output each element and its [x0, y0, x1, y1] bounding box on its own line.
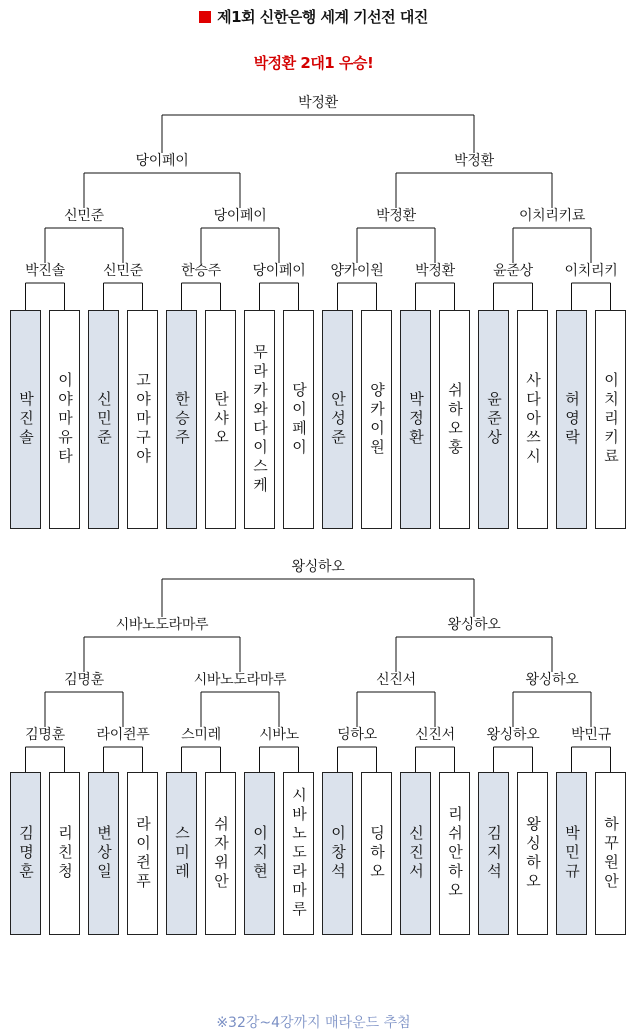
player-name: 쉬자위안 [212, 815, 230, 892]
quarterfinal-player: 왕싱하오 [525, 672, 579, 688]
semifinal-player: 시바노도라마루 [115, 617, 209, 633]
player-name: 당이페이 [290, 381, 308, 458]
round16-player: 딩하오 [337, 727, 377, 743]
player-box [556, 310, 587, 529]
quarterfinal-player: 이치리키료 [518, 208, 586, 224]
result-banner: 박정환 2대1 우승! [253, 54, 374, 72]
player-box [88, 310, 119, 529]
player-box [49, 310, 80, 529]
player-name: 안성준 [329, 391, 347, 448]
player-box [322, 310, 353, 529]
semifinal-player: 당이페이 [135, 153, 189, 169]
player-name: 라이쥔푸 [134, 815, 152, 892]
player-box [166, 772, 197, 935]
player-box [127, 772, 158, 935]
round16-player: 윤준상 [493, 263, 533, 279]
quarterfinal-player: 박정환 [376, 208, 416, 224]
player-name: 이창석 [329, 825, 347, 882]
player-name: 리친청 [56, 825, 74, 882]
player-box [322, 772, 353, 935]
quarterfinal-player: 신진서 [376, 672, 416, 688]
player-box [205, 772, 236, 935]
round16-player: 박민규 [571, 727, 611, 743]
player-name: 한승주 [173, 391, 191, 448]
round16-player: 시바노 [259, 727, 299, 743]
round16-player: 당이페이 [252, 263, 306, 279]
round16-player: 양카이원 [330, 263, 384, 279]
player-box [400, 310, 431, 529]
player-name: 변상일 [95, 825, 113, 882]
player-name: 리쉬안하오 [446, 806, 464, 901]
player-name: 하꾸원안 [602, 815, 620, 892]
player-name: 스미레 [173, 825, 191, 882]
player-name: 탄샤오 [212, 391, 230, 448]
player-name: 무라카와다이스케 [251, 343, 269, 496]
player-box [595, 310, 626, 529]
player-box [10, 772, 41, 935]
player-name: 박민규 [563, 825, 581, 882]
player-box [88, 772, 119, 935]
player-box [361, 772, 392, 935]
bracket-winner: 왕싱하오 [291, 559, 345, 575]
player-name: 이야마유타 [56, 372, 74, 467]
round16-player: 스미레 [181, 727, 221, 743]
player-name: 사다아쓰시 [524, 372, 542, 467]
player-name: 김명훈 [17, 825, 35, 882]
round16-player: 이치리키 [564, 263, 618, 279]
player-name: 쉬하오훙 [446, 381, 464, 458]
player-box [400, 772, 431, 935]
round16-player: 왕싱하오 [486, 727, 540, 743]
round16-player: 라이쥔푸 [96, 727, 150, 743]
footer-note: ※32강~4강까지 매라운드 추첨 [216, 1015, 411, 1031]
player-box [361, 310, 392, 529]
round16-player: 박정환 [415, 263, 455, 279]
round16-player: 한승주 [181, 263, 221, 279]
player-box [244, 310, 275, 529]
player-name: 양카이원 [368, 381, 386, 458]
round16-player: 박진솔 [25, 263, 65, 279]
player-box [439, 772, 470, 935]
player-box [205, 310, 236, 529]
player-box [49, 772, 80, 935]
player-name: 김지석 [485, 825, 503, 882]
round16-player: 김명훈 [25, 727, 65, 743]
player-name: 신진서 [407, 825, 425, 882]
quarterfinal-player: 김명훈 [64, 672, 104, 688]
round16-player: 신민준 [103, 263, 143, 279]
title-text: 제1회 신한은행 세계 기선전 대진 [217, 8, 428, 26]
quarterfinal-player: 시바노도라마루 [193, 672, 287, 688]
player-box [517, 772, 548, 935]
player-name: 딩하오 [368, 825, 386, 882]
player-box [10, 310, 41, 529]
round16-player: 신진서 [415, 727, 455, 743]
semifinal-player: 박정환 [454, 153, 494, 169]
semifinal-player: 왕싱하오 [447, 617, 501, 633]
player-box [595, 772, 626, 935]
player-box [283, 772, 314, 935]
player-box [244, 772, 275, 935]
player-name: 박정환 [407, 391, 425, 448]
player-name: 왕싱하오 [524, 815, 542, 892]
player-name: 고야마구야 [134, 372, 152, 467]
player-name: 신민준 [95, 391, 113, 448]
player-name: 이치리키료 [602, 372, 620, 467]
player-name: 허영락 [563, 391, 581, 448]
player-box [556, 772, 587, 935]
player-box [478, 772, 509, 935]
player-box [478, 310, 509, 529]
player-box [517, 310, 548, 529]
quarterfinal-player: 신민준 [64, 208, 104, 224]
player-name: 박진솔 [17, 391, 35, 448]
player-name: 윤준상 [485, 391, 503, 448]
player-box [127, 310, 158, 529]
bracket-winner: 박정환 [298, 95, 338, 111]
quarterfinal-player: 당이페이 [213, 208, 267, 224]
player-name: 이지현 [251, 825, 269, 882]
player-name: 시바노도라마루 [290, 787, 308, 920]
player-box [283, 310, 314, 529]
player-box [166, 310, 197, 529]
player-box [439, 310, 470, 529]
